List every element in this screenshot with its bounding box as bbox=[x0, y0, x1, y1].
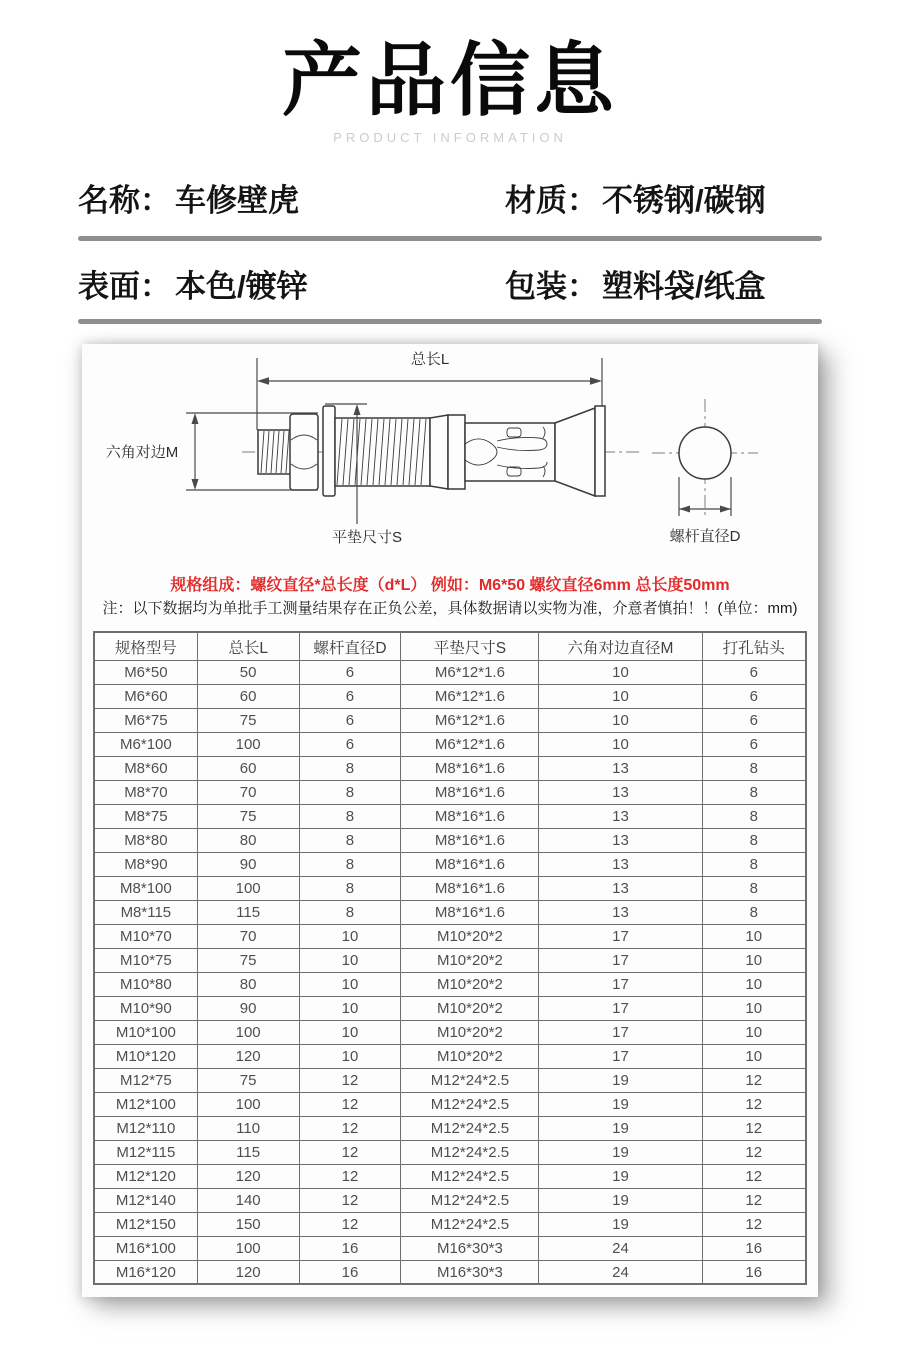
measurement-disclaimer: 注：以下数据均为单批手工测量结果存在正负公差，具体数据请以实物为准，介意者慎拍！！(单位：mm) bbox=[102, 600, 798, 618]
table-cell: M10*80 bbox=[94, 972, 197, 996]
table-row bbox=[94, 1092, 806, 1116]
table-row bbox=[94, 660, 806, 684]
table-cell: M8*80 bbox=[94, 828, 197, 852]
table-cell: 12 bbox=[299, 1212, 401, 1236]
table-cell: 8 bbox=[702, 852, 806, 876]
table-cell: M16*30*3 bbox=[401, 1236, 539, 1260]
table-cell: 17 bbox=[539, 996, 702, 1020]
table-cell: 12 bbox=[702, 1164, 806, 1188]
col-header-drill-bit: 打孔钻头 bbox=[702, 632, 806, 660]
expansion-sleeve bbox=[465, 423, 555, 481]
table-cell: M16*100 bbox=[94, 1236, 197, 1260]
table-row bbox=[94, 972, 806, 996]
table-cell: M8*115 bbox=[94, 900, 197, 924]
table-cell: 8 bbox=[702, 876, 806, 900]
col-header-rod-diameter: 螺杆直径D bbox=[299, 632, 401, 660]
table-cell: 6 bbox=[702, 732, 806, 756]
table-cell: 8 bbox=[299, 852, 401, 876]
table-cell: 6 bbox=[299, 732, 401, 756]
table-cell: 16 bbox=[299, 1260, 401, 1284]
table-cell: M12*24*2.5 bbox=[401, 1140, 539, 1164]
table-row bbox=[94, 1236, 806, 1260]
table-cell: 19 bbox=[539, 1068, 702, 1092]
table-cell: 12 bbox=[702, 1068, 806, 1092]
divider-line-2 bbox=[78, 319, 822, 324]
table-row bbox=[94, 1164, 806, 1188]
table-cell: 17 bbox=[539, 1020, 702, 1044]
anchor-bolt-diagram bbox=[82, 344, 818, 576]
table-cell: 8 bbox=[299, 876, 401, 900]
table-cell: 8 bbox=[702, 828, 806, 852]
table-cell: M8*16*1.6 bbox=[401, 852, 539, 876]
table-cell: M6*100 bbox=[94, 732, 197, 756]
table-cell: 10 bbox=[702, 924, 806, 948]
hex-across-flats-label: 六角对边M bbox=[105, 444, 179, 462]
table-cell: 120 bbox=[197, 1044, 299, 1068]
table-cell: 8 bbox=[299, 780, 401, 804]
page-subtitle: PRODUCT INFORMATION bbox=[333, 130, 567, 146]
table-cell: M8*16*1.6 bbox=[401, 876, 539, 900]
surface-field bbox=[78, 265, 505, 308]
table-cell: 12 bbox=[702, 1188, 806, 1212]
table-cell: M8*16*1.6 bbox=[401, 804, 539, 828]
material-label: 材质： bbox=[505, 183, 598, 219]
table-cell: 19 bbox=[539, 1188, 702, 1212]
table-cell: 10 bbox=[702, 1020, 806, 1044]
table-cell: 10 bbox=[702, 996, 806, 1020]
table-cell: 12 bbox=[299, 1068, 401, 1092]
table-cell: 75 bbox=[197, 804, 299, 828]
table-cell: M12*24*2.5 bbox=[401, 1092, 539, 1116]
table-cell: M10*20*2 bbox=[401, 924, 539, 948]
table-cell: M8*90 bbox=[94, 852, 197, 876]
table-row bbox=[94, 996, 806, 1020]
washer-size-label: 平垫尺寸S bbox=[331, 529, 403, 547]
table-row bbox=[94, 1116, 806, 1140]
table-cell: M10*20*2 bbox=[401, 1020, 539, 1044]
table-cell: 17 bbox=[539, 972, 702, 996]
table-cell: 100 bbox=[197, 1236, 299, 1260]
table-cell: M10*20*2 bbox=[401, 996, 539, 1020]
table-cell: 115 bbox=[197, 1140, 299, 1164]
table-row bbox=[94, 1068, 806, 1092]
table-cell: 70 bbox=[197, 924, 299, 948]
table-cell: 13 bbox=[539, 852, 702, 876]
bolt-drawing bbox=[258, 406, 605, 496]
table-cell: 150 bbox=[197, 1212, 299, 1236]
table-cell: 10 bbox=[702, 948, 806, 972]
table-cell: M10*20*2 bbox=[401, 972, 539, 996]
table-cell: 13 bbox=[539, 804, 702, 828]
table-row bbox=[94, 924, 806, 948]
spec-format-note: 规格组成：螺纹直径*总长度（d*L） 例如：M6*50 螺纹直径6mm 总长度50mm bbox=[170, 577, 730, 595]
surface-value: 本色/镀锌 bbox=[175, 269, 308, 305]
spec-photo-card bbox=[82, 344, 818, 1297]
table-cell: 75 bbox=[197, 1068, 299, 1092]
table-row bbox=[94, 1044, 806, 1068]
col-header-washer-size: 平垫尺寸S bbox=[401, 632, 539, 660]
table-cell: 100 bbox=[197, 1092, 299, 1116]
table-cell: 16 bbox=[702, 1260, 806, 1284]
table-row bbox=[94, 1140, 806, 1164]
table-cell: 16 bbox=[299, 1236, 401, 1260]
total-length-label: 总长L bbox=[410, 351, 450, 369]
table-cell: M12*115 bbox=[94, 1140, 197, 1164]
table-row bbox=[94, 876, 806, 900]
table-cell: M12*24*2.5 bbox=[401, 1116, 539, 1140]
table-cell: 8 bbox=[702, 780, 806, 804]
table-cell: 140 bbox=[197, 1188, 299, 1212]
table-cell: M8*70 bbox=[94, 780, 197, 804]
product-name-label: 名称： bbox=[78, 183, 171, 219]
rod-end-circle bbox=[679, 427, 731, 479]
table-cell: M10*90 bbox=[94, 996, 197, 1020]
table-cell: 10 bbox=[539, 732, 702, 756]
table-cell: 12 bbox=[702, 1140, 806, 1164]
table-row bbox=[94, 1212, 806, 1236]
table-cell: 16 bbox=[702, 1236, 806, 1260]
table-cell: 100 bbox=[197, 1020, 299, 1044]
table-cell: 8 bbox=[299, 828, 401, 852]
specification-table bbox=[93, 631, 807, 1285]
table-cell: 50 bbox=[197, 660, 299, 684]
info-row-1 bbox=[0, 179, 900, 222]
table-cell: M10*70 bbox=[94, 924, 197, 948]
table-cell: M12*75 bbox=[94, 1068, 197, 1092]
table-cell: 12 bbox=[299, 1188, 401, 1212]
table-row bbox=[94, 780, 806, 804]
table-cell: 8 bbox=[299, 900, 401, 924]
table-cell: 13 bbox=[539, 900, 702, 924]
table-cell: M6*50 bbox=[94, 660, 197, 684]
table-cell: 8 bbox=[702, 756, 806, 780]
table-cell: M16*30*3 bbox=[401, 1260, 539, 1284]
table-cell: 19 bbox=[539, 1092, 702, 1116]
table-cell: 100 bbox=[197, 732, 299, 756]
table-cell: M12*24*2.5 bbox=[401, 1188, 539, 1212]
table-cell: 12 bbox=[299, 1164, 401, 1188]
table-cell: M8*60 bbox=[94, 756, 197, 780]
table-cell: 12 bbox=[702, 1116, 806, 1140]
table-cell: M12*150 bbox=[94, 1212, 197, 1236]
table-cell: 12 bbox=[299, 1116, 401, 1140]
table-cell: 120 bbox=[197, 1164, 299, 1188]
table-cell: 13 bbox=[539, 780, 702, 804]
table-cell: M10*20*2 bbox=[401, 948, 539, 972]
table-header-row bbox=[94, 632, 806, 660]
washer bbox=[323, 406, 335, 496]
table-cell: 6 bbox=[702, 660, 806, 684]
table-cell: 90 bbox=[197, 996, 299, 1020]
table-cell: 10 bbox=[702, 972, 806, 996]
table-cell: M6*60 bbox=[94, 684, 197, 708]
table-row bbox=[94, 708, 806, 732]
material-value: 不锈钢/碳钢 bbox=[602, 183, 766, 219]
table-cell: 13 bbox=[539, 756, 702, 780]
table-cell: 60 bbox=[197, 756, 299, 780]
table-cell: M8*16*1.6 bbox=[401, 828, 539, 852]
table-cell: 6 bbox=[299, 684, 401, 708]
table-cell: 100 bbox=[197, 876, 299, 900]
table-cell: 90 bbox=[197, 852, 299, 876]
table-cell: 13 bbox=[539, 828, 702, 852]
table-row bbox=[94, 828, 806, 852]
table-cell: 10 bbox=[539, 708, 702, 732]
table-cell: 12 bbox=[299, 1140, 401, 1164]
col-header-total-length: 总长L bbox=[197, 632, 299, 660]
table-cell: M10*75 bbox=[94, 948, 197, 972]
wedge-anchor-drawing bbox=[82, 344, 818, 576]
table-cell: 6 bbox=[299, 660, 401, 684]
table-cell: M8*16*1.6 bbox=[401, 756, 539, 780]
table-cell: 24 bbox=[539, 1236, 702, 1260]
table-cell: 17 bbox=[539, 948, 702, 972]
table-cell: M8*75 bbox=[94, 804, 197, 828]
table-cell: M8*100 bbox=[94, 876, 197, 900]
table-cell: 115 bbox=[197, 900, 299, 924]
table-cell: 10 bbox=[299, 924, 401, 948]
table-row bbox=[94, 684, 806, 708]
rod-diameter-label: 螺杆直径D bbox=[669, 528, 741, 546]
table-row bbox=[94, 1020, 806, 1044]
info-row-2 bbox=[0, 265, 900, 308]
table-cell: M12*110 bbox=[94, 1116, 197, 1140]
table-cell: 10 bbox=[702, 1044, 806, 1068]
table-cell: M12*120 bbox=[94, 1164, 197, 1188]
table-cell: 80 bbox=[197, 972, 299, 996]
table-cell: 75 bbox=[197, 708, 299, 732]
table-cell: 12 bbox=[702, 1092, 806, 1116]
table-cell: 6 bbox=[702, 684, 806, 708]
hex-nut bbox=[290, 414, 318, 490]
material-field bbox=[505, 179, 822, 222]
table-row bbox=[94, 852, 806, 876]
table-row bbox=[94, 1188, 806, 1212]
table-cell: 12 bbox=[299, 1092, 401, 1116]
table-cell: 60 bbox=[197, 684, 299, 708]
table-cell: M16*120 bbox=[94, 1260, 197, 1284]
table-cell: M6*12*1.6 bbox=[401, 732, 539, 756]
table-cell: 19 bbox=[539, 1140, 702, 1164]
table-cell: M10*120 bbox=[94, 1044, 197, 1068]
table-cell: 8 bbox=[702, 804, 806, 828]
table-cell: 17 bbox=[539, 1044, 702, 1068]
table-row bbox=[94, 948, 806, 972]
table-cell: M8*16*1.6 bbox=[401, 900, 539, 924]
table-cell: 17 bbox=[539, 924, 702, 948]
table-cell: M6*75 bbox=[94, 708, 197, 732]
table-cell: 10 bbox=[539, 660, 702, 684]
table-cell: 10 bbox=[539, 684, 702, 708]
table-cell: M12*140 bbox=[94, 1188, 197, 1212]
table-cell: 10 bbox=[299, 1020, 401, 1044]
table-cell: M6*12*1.6 bbox=[401, 708, 539, 732]
surface-label: 表面： bbox=[78, 269, 171, 305]
page-title: 产品信息 bbox=[282, 36, 618, 125]
table-cell: 10 bbox=[299, 1044, 401, 1068]
table-cell: M6*12*1.6 bbox=[401, 660, 539, 684]
table-cell: 8 bbox=[299, 804, 401, 828]
col-header-hex-diameter: 六角对边直径M bbox=[539, 632, 702, 660]
table-row bbox=[94, 732, 806, 756]
table-row bbox=[94, 756, 806, 780]
product-name-field bbox=[78, 179, 505, 222]
table-cell: 8 bbox=[702, 900, 806, 924]
packaging-value: 塑料袋/纸盒 bbox=[602, 269, 766, 305]
table-cell: 6 bbox=[702, 708, 806, 732]
table-cell: 120 bbox=[197, 1260, 299, 1284]
table-cell: 10 bbox=[299, 948, 401, 972]
table-row bbox=[94, 804, 806, 828]
table-cell: 19 bbox=[539, 1164, 702, 1188]
table-cell: M6*12*1.6 bbox=[401, 684, 539, 708]
table-cell: M10*100 bbox=[94, 1020, 197, 1044]
table-cell: M8*16*1.6 bbox=[401, 780, 539, 804]
rod-diameter-view bbox=[652, 399, 758, 545]
table-cell: 75 bbox=[197, 948, 299, 972]
table-cell: 19 bbox=[539, 1212, 702, 1236]
table-cell: M12*100 bbox=[94, 1092, 197, 1116]
table-cell: 8 bbox=[299, 756, 401, 780]
table-cell: 80 bbox=[197, 828, 299, 852]
product-name-value: 车修壁虎 bbox=[175, 183, 299, 219]
divider-line-1 bbox=[78, 236, 822, 241]
packaging-field bbox=[505, 265, 822, 308]
table-cell: 12 bbox=[702, 1212, 806, 1236]
table-cell: M12*24*2.5 bbox=[401, 1212, 539, 1236]
table-cell: 13 bbox=[539, 876, 702, 900]
table-cell: M10*20*2 bbox=[401, 1044, 539, 1068]
table-cell: 6 bbox=[299, 708, 401, 732]
table-cell: 10 bbox=[299, 972, 401, 996]
table-cell: 19 bbox=[539, 1116, 702, 1140]
table-cell: 110 bbox=[197, 1116, 299, 1140]
table-cell: 24 bbox=[539, 1260, 702, 1284]
packaging-label: 包装： bbox=[505, 269, 598, 305]
table-row bbox=[94, 1260, 806, 1284]
page-header bbox=[0, 0, 900, 145]
table-cell: M12*24*2.5 bbox=[401, 1068, 539, 1092]
col-header-spec-model: 规格型号 bbox=[94, 632, 197, 660]
table-row bbox=[94, 900, 806, 924]
table-cell: 70 bbox=[197, 780, 299, 804]
table-cell: M12*24*2.5 bbox=[401, 1164, 539, 1188]
table-cell: 10 bbox=[299, 996, 401, 1020]
